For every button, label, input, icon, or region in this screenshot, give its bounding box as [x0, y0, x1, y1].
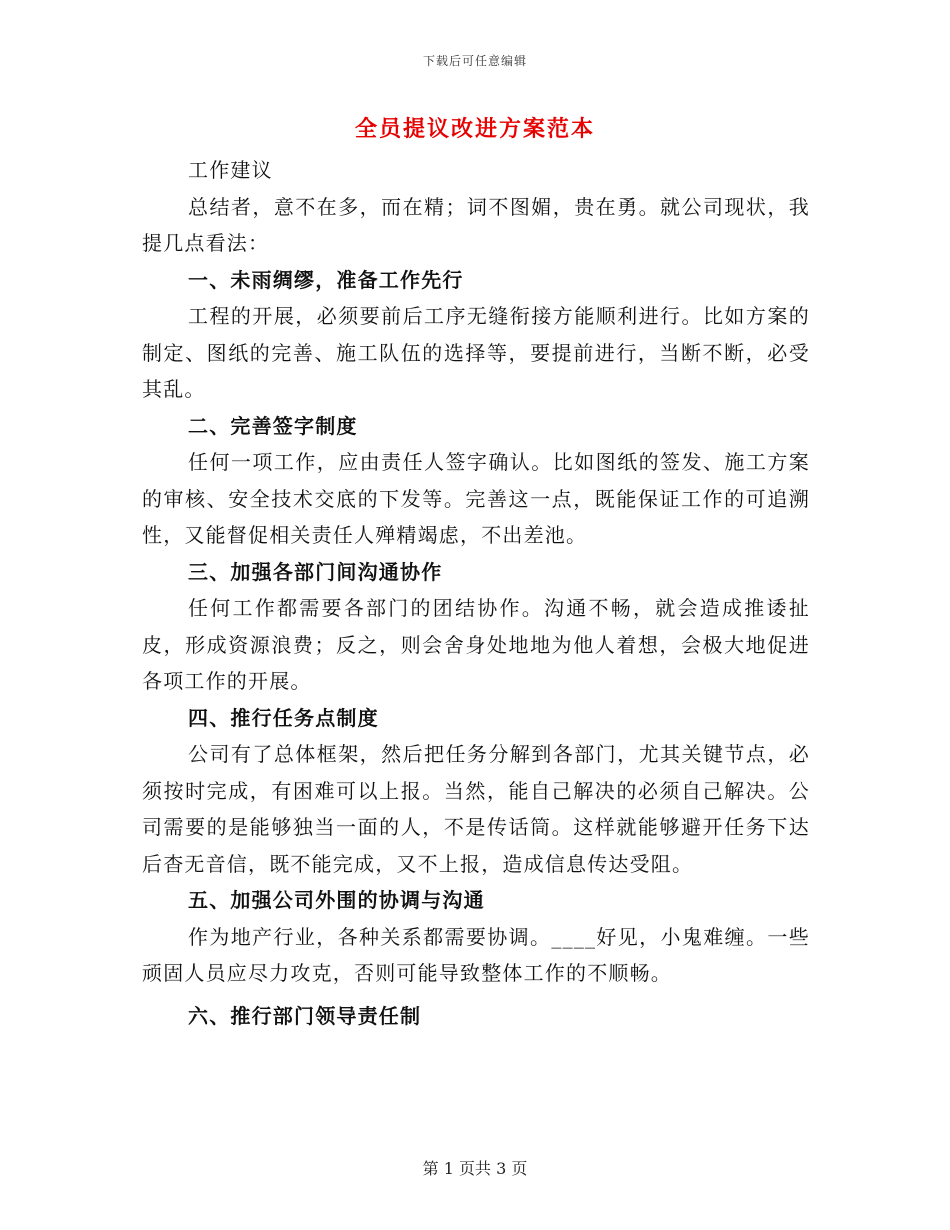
body-paragraph: 工作建议 — [188, 158, 273, 182]
body-paragraph: 作为地产行业，各种关系都需要协调。____好见，小鬼难缠。一些顽固人员应尽力攻克，否则可能导致整体工作的不顺畅。 — [142, 924, 810, 985]
body-paragraph: 总结者，意不在多，而在精；词不图媚，贵在勇。就公司现状，我提几点看法： — [142, 194, 810, 255]
section-heading: 五、加强公司外围的协调与沟通 — [188, 888, 485, 912]
section-heading: 四、推行任务点制度 — [188, 705, 379, 730]
body-paragraph: 任何工作都需要各部门的团结协作。沟通不畅，就会造成推诿扯皮，形成资源浪费；反之，则会舍身处地地为他人着想，会极大地促进各项工作的开展。 — [142, 596, 810, 693]
header-note: 下载后可任意编辑 — [422, 54, 527, 68]
section-heading: 六、推行部门领导责任制 — [188, 1003, 422, 1028]
section-heading: 二、完善签字制度 — [188, 413, 358, 438]
section-heading: 三、加强各部门间沟通协作 — [188, 559, 443, 584]
section-heading: 一、未雨绸缪，准备工作先行 — [188, 267, 464, 292]
body-paragraph: 工程的开展，必须要前后工序无缝衔接方能顺利进行。比如方案的制定、图纸的完善、施工队伍的选择等，要提前进行，当断不断，必受其乱。 — [142, 304, 810, 401]
document-body — [142, 152, 810, 1034]
document-title: 全员提议改进方案范本 — [354, 116, 595, 142]
page-footer: 第 1 页共 3 页 — [422, 1159, 528, 1178]
body-paragraph: 公司有了总体框架，然后把任务分解到各部门，尤其关键节点，必须按时完成，有困难可以上报。当然，能自己解决的必须自己解决。公司需要的是能够独当一面的人，不是传话筒。这样就能够避开任务下达后杳无音信，既不能完成，又不上报，造成信息传达受阻。 — [142, 742, 810, 876]
body-paragraph: 任何一项工作，应由责任人签字确认。比如图纸的签发、施工方案的审核、安全技术交底的下发等。完善这一点，既能保证工作的可追溯性，又能督促相关责任人殚精竭虑，不出差池。 — [142, 450, 810, 547]
